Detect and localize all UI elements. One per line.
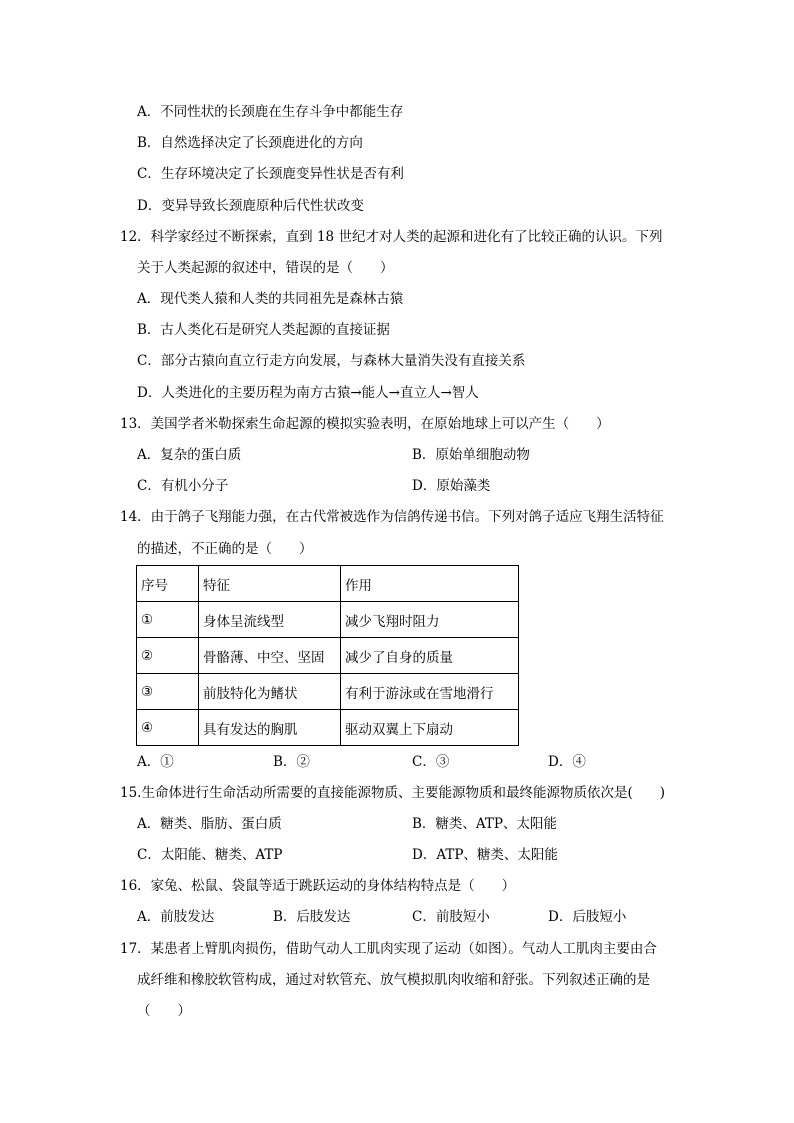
q14-stem-line2: 的描述，不正确的是（ ） <box>137 541 313 557</box>
q14-option-a: A．① <box>137 754 174 770</box>
q16-option-c: C．前肢短小 <box>412 909 490 925</box>
q11-option-a: A．不同性状的长颈鹿在生存斗争中都能生存 <box>137 104 404 120</box>
q14-option-b: B．② <box>273 754 310 770</box>
q14-option-c: C．③ <box>412 754 450 770</box>
q13-option-a: A．复杂的蛋白质 <box>137 447 242 463</box>
table-cell: 前肢特化为鳍状 <box>199 674 341 710</box>
q12-stem-line1: 12．科学家经过不断探索，直到 18 世纪才对人类的起源和进化有了比较正确的认识。下列 <box>120 229 663 245</box>
q12-option-a: A．现代类人猿和人类的共同祖先是森林古猿 <box>137 291 404 307</box>
q11-option-b: B．自然选择决定了长颈鹿进化的方向 <box>137 135 363 151</box>
q12-option-d: D．人类进化的主要历程为南方古猿→能人→直立人→智人 <box>137 385 479 401</box>
q16-option-a: A．前肢发达 <box>137 909 215 925</box>
q14-stem-line1: 14．由于鸽子飞翔能力强，在古代常被选作为信鸽传递书信。下列对鸽子适应飞翔生活特征 <box>120 509 664 525</box>
table-header-cell: 特征 <box>199 566 341 602</box>
table-row <box>137 638 519 674</box>
q16-option-d: D．后肢短小 <box>548 909 627 925</box>
q16-stem: 16．家兔、松鼠、袋鼠等适于跳跃运动的身体结构特点是（ ） <box>120 878 516 894</box>
table-cell: 减少飞翔时阻力 <box>341 602 519 638</box>
pigeon-features-table <box>136 565 519 746</box>
q15-option-b: B．糖类、ATP、太阳能 <box>412 816 558 832</box>
q13-option-c: C．有机小分子 <box>137 478 229 494</box>
q13-stem: 13．美国学者米勒探索生命起源的模拟实验表明，在原始地球上可以产生（ ） <box>120 416 610 432</box>
table-header-cell: 作用 <box>341 566 519 602</box>
table-row <box>137 710 519 746</box>
table-header-cell: 序号 <box>137 566 199 602</box>
table-cell: 骨骼薄、中空、坚固 <box>199 638 341 674</box>
table-cell: ① <box>137 602 199 638</box>
table-cell: ④ <box>137 710 199 746</box>
table-cell: ② <box>137 638 199 674</box>
table-cell: 身体呈流线型 <box>199 602 341 638</box>
q13-option-d: D．原始藻类 <box>412 478 491 494</box>
q15-stem: 15.生命体进行生命活动所需要的直接能源物质、主要能源物质和最终能源物质依次是( ) <box>120 785 666 801</box>
table-row <box>137 674 519 710</box>
table-row <box>137 602 519 638</box>
q15-option-d: D．ATP、糖类、太阳能 <box>412 847 558 863</box>
q13-option-b: B．原始单细胞动物 <box>412 447 530 463</box>
table-cell: 驱动双翼上下扇动 <box>341 710 519 746</box>
table-cell: 减少了自身的质量 <box>341 638 519 674</box>
q17-stem-line1: 17．某患者上臂肌肉损伤，借助气动人工肌肉实现了运动（如图）。气动人工肌肉主要由合 <box>120 941 657 957</box>
q15-option-a: A．糖类、脂肪、蛋白质 <box>137 816 282 832</box>
q14-option-d: D．④ <box>548 754 586 770</box>
table-cell: 具有发达的胸肌 <box>199 710 341 746</box>
q11-option-c: C．生存环境决定了长颈鹿变异性状是否有利 <box>137 166 404 182</box>
table-header-row <box>137 566 519 602</box>
q12-stem-line2: 关于人类起源的叙述中，错误的是（ ） <box>137 260 394 276</box>
q11-option-d: D．变异导致长颈鹿原种后代性状改变 <box>137 198 364 214</box>
q17-stem-line3: （ ） <box>137 1003 191 1019</box>
q12-option-c: C．部分古猿向直立行走方向发展，与森林大量消失没有直接关系 <box>137 353 526 369</box>
table-cell: 有利于游泳或在雪地滑行 <box>341 674 519 710</box>
q17-stem-line2: 成纤维和橡胶软管构成，通过对软管充、放气模拟肌肉收缩和舒张。下列叙述正确的是 <box>137 972 650 988</box>
q12-option-b: B．古人类化石是研究人类起源的直接证据 <box>137 322 390 338</box>
q15-option-c: C．太阳能、糖类、ATP <box>137 847 283 863</box>
q16-option-b: B．后肢发达 <box>273 909 351 925</box>
table-cell: ③ <box>137 674 199 710</box>
